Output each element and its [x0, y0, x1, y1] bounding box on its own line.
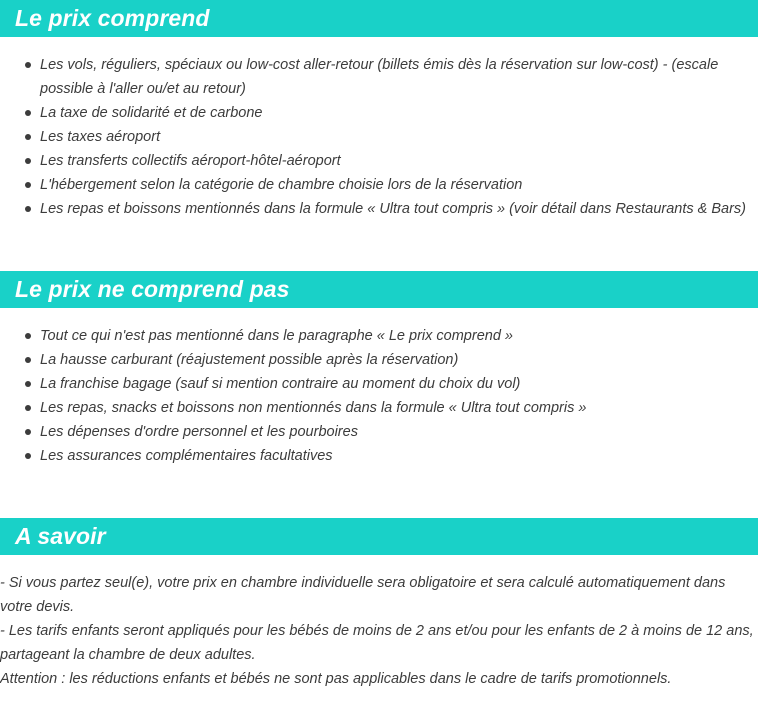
bullet-icon	[25, 381, 31, 387]
bullet-icon	[25, 429, 31, 435]
list-item-text: Les assurances complémentaires facultatives	[40, 448, 333, 464]
list-item-text: La taxe de solidarité et de carbone	[40, 105, 263, 121]
section-heading-not-included: Le prix ne comprend pas	[0, 271, 758, 308]
list-item-text: La franchise bagage (sauf si mention contraire au moment du choix du vol)	[40, 376, 521, 392]
good-to-know-text	[0, 571, 756, 691]
bullet-icon	[25, 405, 31, 411]
list-item	[0, 444, 758, 468]
list-item	[0, 101, 758, 125]
included-list	[0, 53, 758, 221]
bullet-icon	[25, 182, 31, 188]
not-included-list	[0, 324, 758, 468]
section-heading-included: Le prix comprend	[0, 0, 758, 37]
list-item	[0, 396, 758, 420]
list-item-text: Les taxes aéroport	[40, 129, 161, 145]
bullet-icon	[25, 134, 31, 140]
list-item	[0, 324, 758, 348]
bullet-icon	[25, 110, 31, 116]
bullet-icon	[25, 333, 31, 339]
bullet-icon	[25, 453, 31, 459]
list-item-text: Tout ce qui n'est pas mentionné dans le paragraphe « Le prix comprend »	[40, 328, 513, 344]
list-item	[0, 197, 758, 221]
bullet-icon	[25, 158, 31, 164]
bullet-icon	[25, 206, 31, 212]
bullet-icon	[25, 62, 31, 68]
list-item	[0, 420, 758, 444]
note-line: - Les tarifs enfants seront appliqués pour les bébés de moins de 2 ans et/ou pour les enfants de 2 à moins de 12 ans, partageant la chambre de deux adultes.	[0, 623, 754, 663]
list-item-text: Les dépenses d'ordre personnel et les pourboires	[40, 424, 358, 440]
section-heading-good-to-know: A savoir	[0, 518, 758, 555]
list-item	[0, 173, 758, 197]
list-item-text: Les repas et boissons mentionnés dans la formule « Ultra tout compris » (voir détail dans Restaurants & Bars)	[40, 201, 747, 217]
list-item-text: Les repas, snacks et boissons non mentionnés dans la formule « Ultra tout compris »	[40, 400, 587, 416]
list-item-text: Les transferts collectifs aéroport-hôtel-aéroport	[40, 153, 341, 169]
list-item-text: L'hébergement selon la catégorie de chambre choisie lors de la réservation	[40, 177, 523, 193]
note-line: Attention : les réductions enfants et bébés ne sont pas applicables dans le cadre de tarifs promotionnels.	[0, 671, 672, 687]
bullet-icon	[25, 357, 31, 363]
list-item	[0, 149, 758, 173]
note-line: - Si vous partez seul(e), votre prix en chambre individuelle sera obligatoire et sera calculé automatiquement dans votre devis.	[0, 575, 726, 615]
list-item-text: Les vols, réguliers, spéciaux ou low-cost aller-retour (billets émis dès la réservation sur low-cost) - (escale possible à l'aller ou/et au retour)	[40, 57, 719, 97]
list-item-text: La hausse carburant (réajustement possible après la réservation)	[40, 352, 459, 368]
list-item	[0, 53, 758, 101]
list-item	[0, 348, 758, 372]
list-item	[0, 372, 758, 396]
list-item	[0, 125, 758, 149]
